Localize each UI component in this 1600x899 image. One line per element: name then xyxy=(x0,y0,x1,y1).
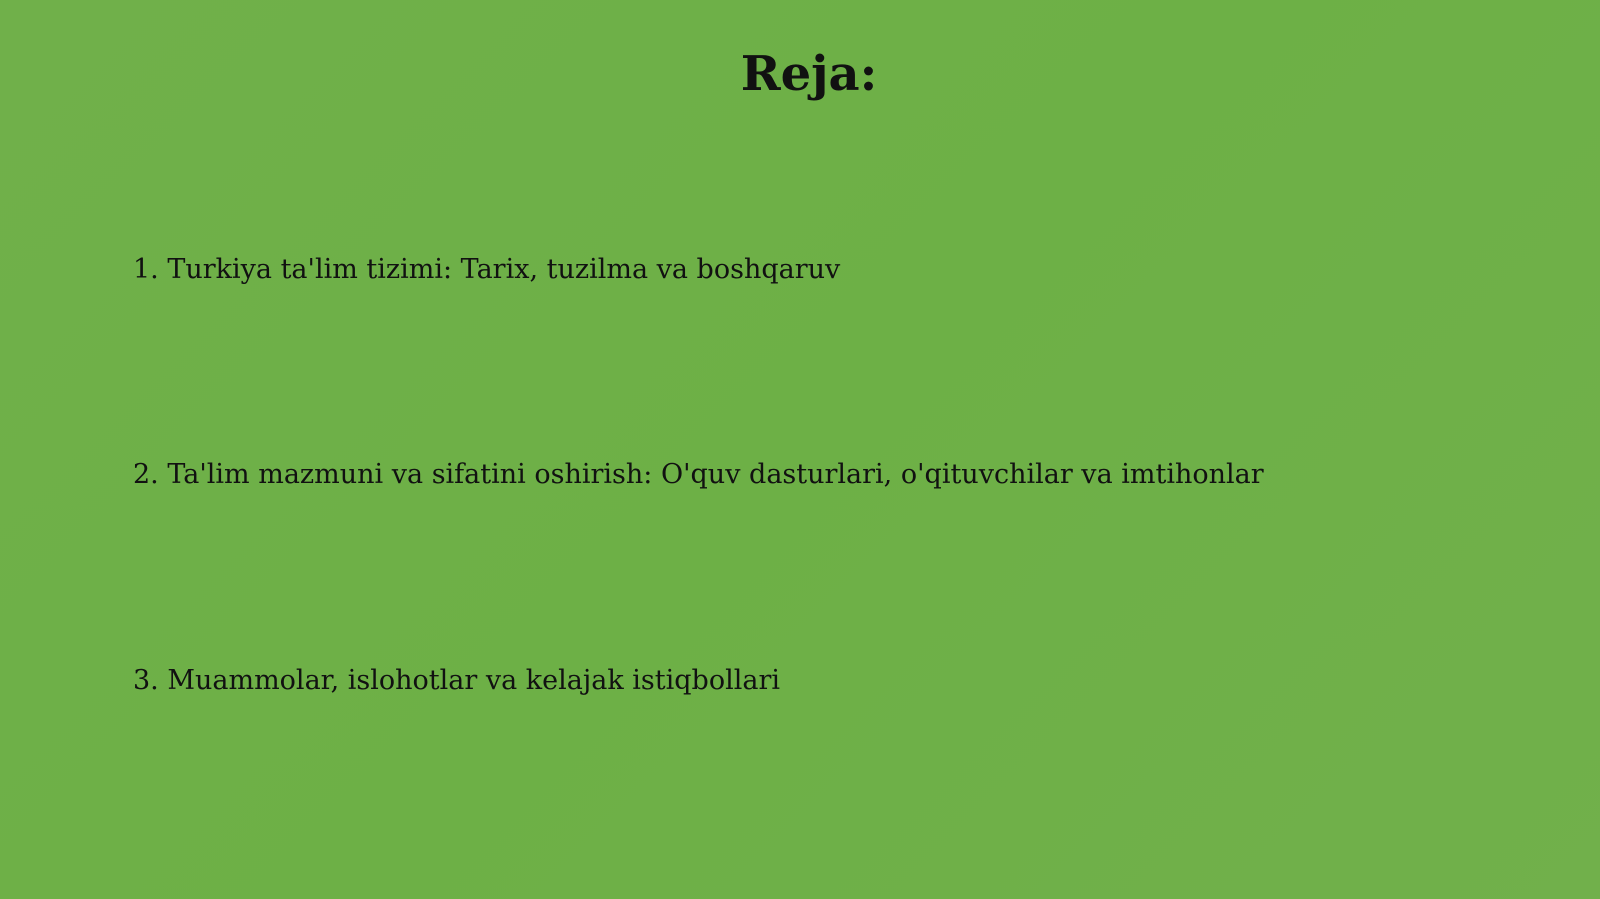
plan-item-3: 3. Muammolar, islohotlar va kelajak istiqbollari xyxy=(133,665,780,696)
plan-item-1: 1. Turkiya ta'lim tizimi: Tarix, tuzilma va boshqaruv xyxy=(133,254,841,285)
slide-title: Reja: xyxy=(740,46,878,102)
plan-item-2: 2. Ta'lim mazmuni va sifatini oshirish: O'quv dasturlari, o'qituvchilar va imtihonlar xyxy=(133,459,1264,490)
